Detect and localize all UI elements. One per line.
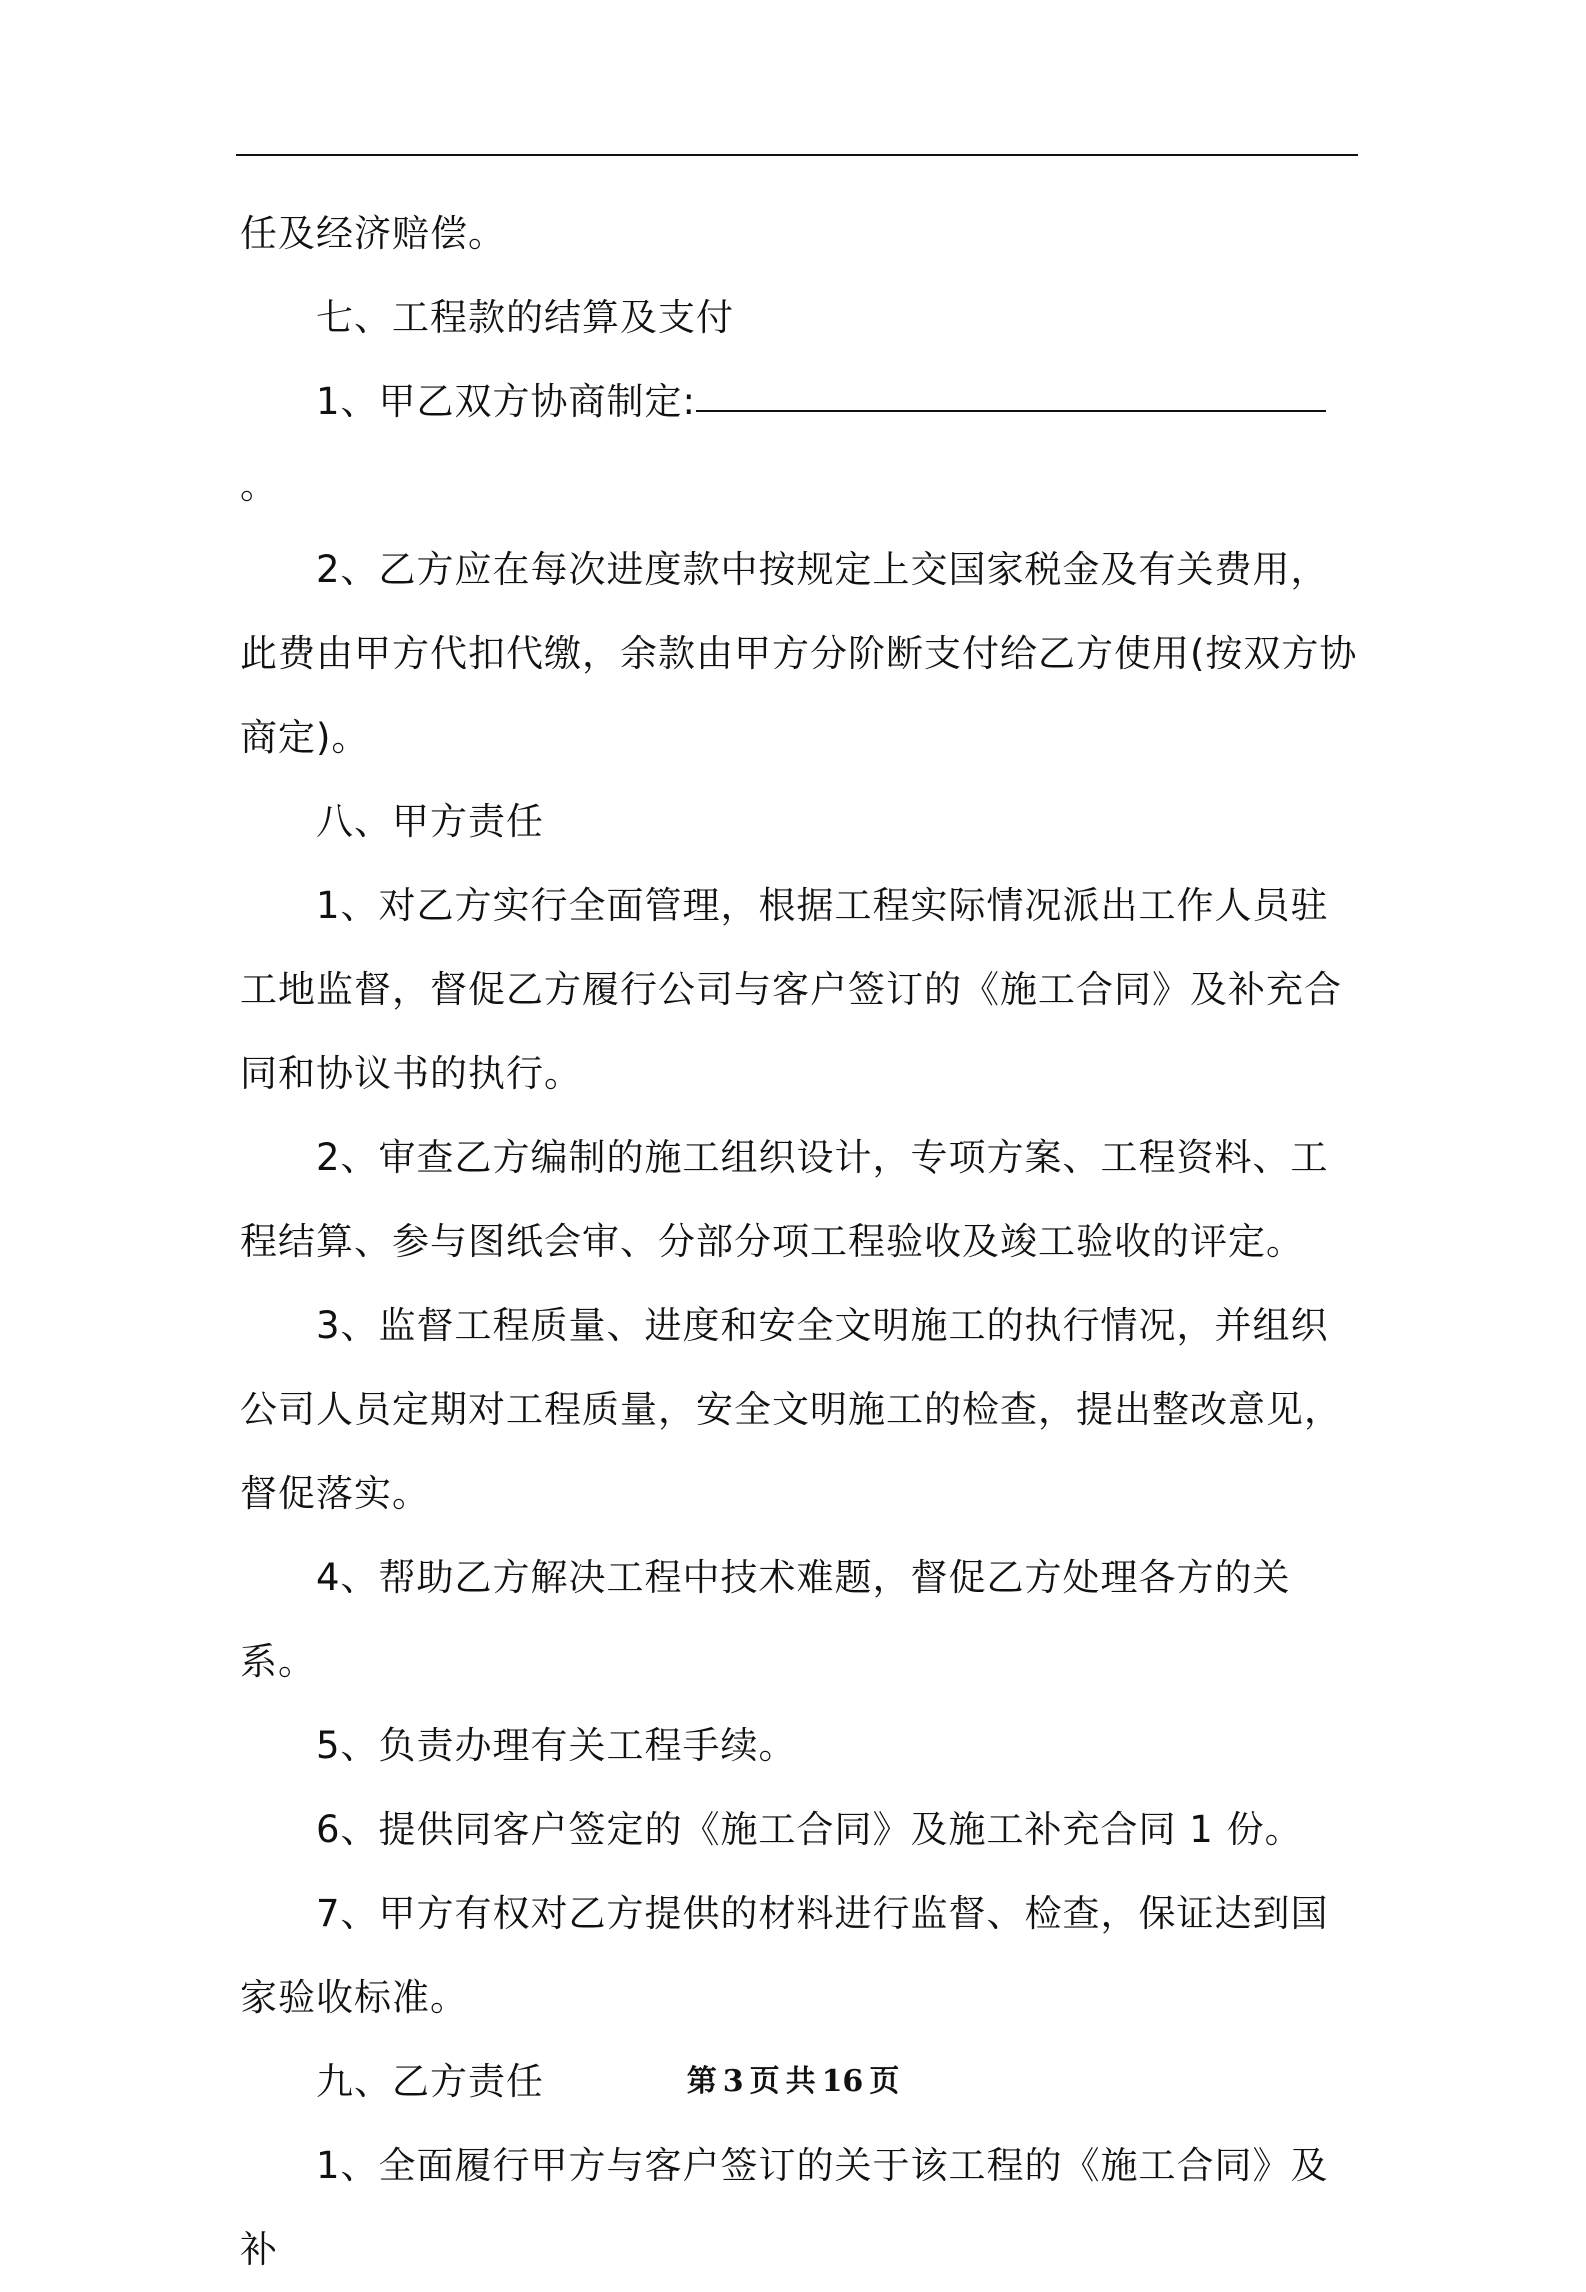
fill-in-blank-line [696,409,1326,412]
paragraph: 1、对乙方实行全面管理，根据工程实际情况派出工作人员驻工地监督，督促乙方履行公司与客户签订的《施工合同》及补充合同和协议书的执行。 [240,884,1342,1095]
section-heading-party-a: 八、甲方责任 [316,800,544,843]
paragraph: 5、负责办理有关工程手续。 [316,1724,797,1767]
paragraph-text: 。 [240,464,278,507]
paragraph-text: 1、甲乙双方协商制定: [316,380,697,423]
footer-label: 页 [749,2064,780,2099]
paragraph: 1、全面履行甲方与客户签订的关于该工程的《施工合同》及补 [240,2144,1329,2271]
footer-label: 页 [869,2064,900,2099]
footer-label: 共 [785,2064,816,2099]
footer-label: 第 [686,2064,717,2099]
paragraph: 2、审查乙方编制的施工组织设计，专项方案、工程资料、工程结算、参与图纸会审、分部分项工程验收及竣工验收的评定。 [240,1136,1329,1263]
paragraph: 6、提供同客户签定的《施工合同》及施工补充合同 1 份。 [316,1808,1303,1851]
page-number-footer [0,2056,1586,2100]
paragraph: 2、乙方应在每次进度款中按规定上交国家税金及有关费用，此费由甲方代扣代缴，余款由甲方分阶断支付给乙方使用(按双方协商定)。 [240,548,1358,759]
section-heading-payment: 七、工程款的结算及支付 [316,296,734,339]
section-heading-party-b: 九、乙方责任 [316,2060,544,2103]
paragraph-with-blank [240,360,1358,528]
document-body [240,192,1358,2292]
total-page-count: 16 [821,2064,864,2099]
paragraph: 4、帮助乙方解决工程中技术难题，督促乙方处理各方的关系。 [240,1556,1291,1683]
header-rule [236,154,1358,156]
current-page-number: 3 [722,2064,744,2099]
paragraph: 7、甲方有权对乙方提供的材料进行监督、检查，保证达到国家验收标准。 [240,1892,1329,2019]
paragraph: 3、监督工程质量、进度和安全文明施工的执行情况，并组织公司人员定期对工程质量，安全文明施工的检查，提出整改意见，督促落实。 [240,1304,1342,1515]
paragraph: 任及经济赔偿。 [240,212,506,255]
